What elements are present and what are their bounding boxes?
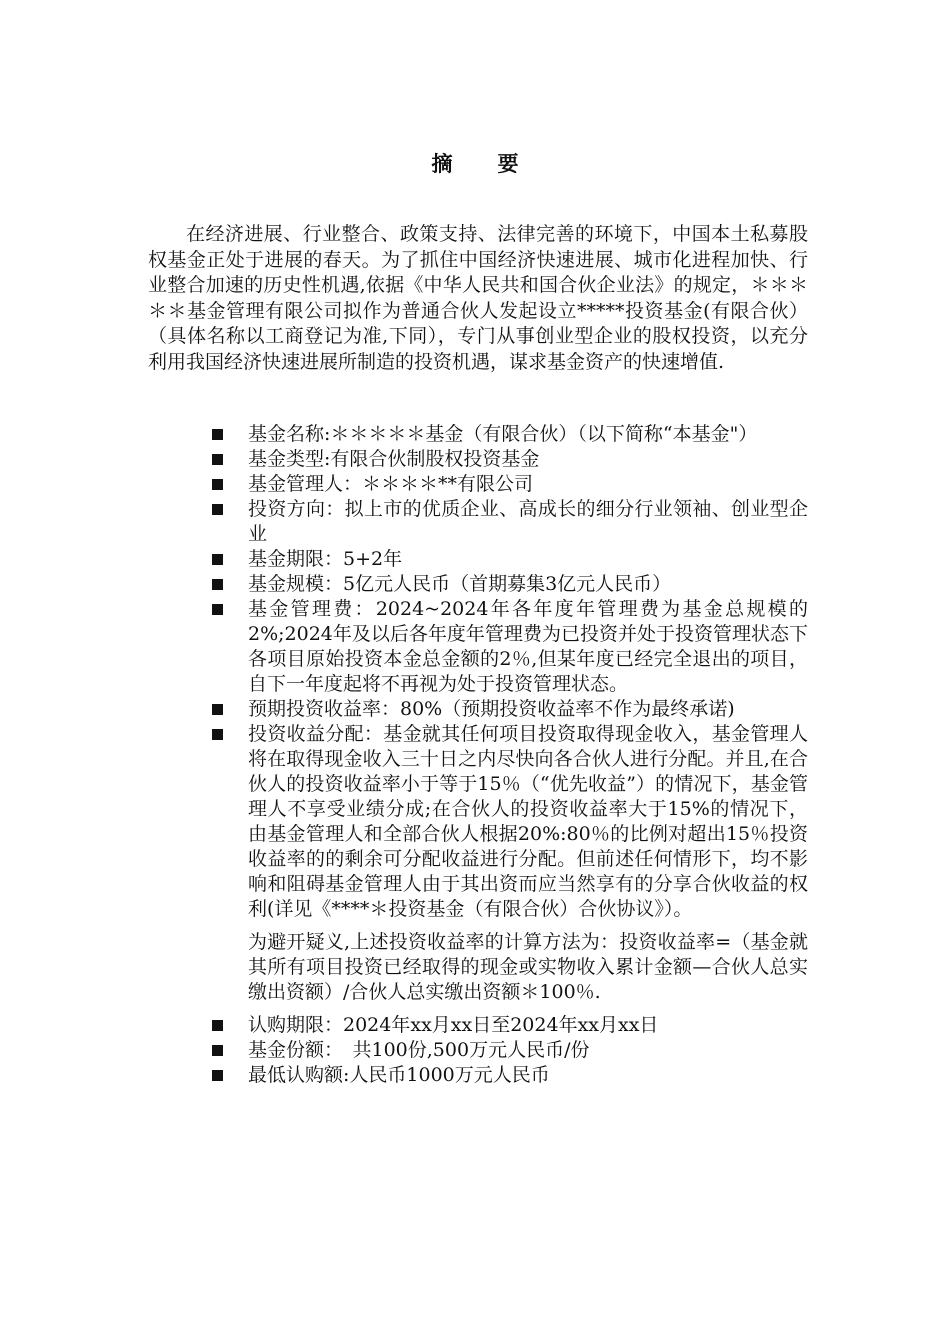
list-item-text: 基金类型:有限合伙制股权投资基金 <box>248 448 540 470</box>
square-bullet-icon <box>212 479 223 490</box>
square-bullet-icon <box>212 729 223 740</box>
square-bullet-icon <box>212 1020 223 1031</box>
list-item-text: 基金期限：5+2年 <box>248 548 403 570</box>
list-item <box>212 597 808 697</box>
list-item-text: 认购期限：2024年xx月xx日至2024年xx月xx日 <box>248 1014 659 1036</box>
square-bullet-icon <box>212 1070 223 1081</box>
list-item-text: 最低认购额:人民币1000万元人民币 <box>248 1064 550 1086</box>
square-bullet-icon <box>212 604 223 615</box>
list-item-text: 基金份额： 共100份,500万元人民币/份 <box>248 1039 590 1061</box>
square-bullet-icon <box>212 454 223 465</box>
page-title: 摘 要 <box>431 151 538 176</box>
square-bullet-icon <box>212 579 223 590</box>
list-item <box>212 1038 808 1063</box>
list-item-text: 基金规模：5亿元人民币（首期募集3亿元人民币） <box>248 573 672 595</box>
list-item <box>212 1063 808 1088</box>
square-bullet-icon <box>212 1045 223 1056</box>
list-item <box>212 497 808 547</box>
list-item <box>212 547 808 572</box>
list-item-text: 基金管理费：2024~2024年各年度年管理费为基金总规模的2%;2024年及以后各年度年管理费为已投资并处于投资管理状态下各项目原始投资本金总金额的2％,但某年度已经完全退出的项目，自下一年度起将不再视为处于投资管理状态。 <box>248 598 808 695</box>
square-bullet-icon <box>212 429 223 440</box>
list-item <box>212 697 808 722</box>
list-item-text: 投资方向：拟上市的优质企业、高成长的细分行业领袖、创业型企业 <box>248 498 808 545</box>
square-bullet-icon <box>212 504 223 515</box>
fund-fact-list <box>212 422 808 1088</box>
list-item-text: 投资收益分配：基金就其任何项目投资取得现金收入，基金管理人将在取得现金收入三十日之内尽快向各合伙人进行分配。并且,在合伙人的投资收益率小于等于15％（“优先收益”）的情况下，基金管理人不享受业绩分成;在合伙人的投资收益率大于15%的情况下，由基金管理人和全部合伙人根据20%:80％的比例对超出15％投资收益率的的剩余可分配收益进行分配。但前述任何情形下，均不影响和阻碍基金管理人由于其出资而应当然享有的分享合伙收益的权利(详见《****＊投资基金（有限合伙）合伙协议》）。 <box>248 723 808 920</box>
list-item <box>212 572 808 597</box>
list-item-text: 基金管理人：＊＊＊＊**有限公司 <box>248 473 534 495</box>
calculation-note: 为避开疑义,上述投资收益率的计算方法为：投资收益率=（基金就其所有项目投资已经取得的现金或实物收入累计金额—合伙人总实缴出资额）/合伙人总实缴出资额＊100％. <box>248 931 808 1003</box>
list-item <box>212 422 808 447</box>
square-bullet-icon <box>212 704 223 715</box>
list-item <box>212 722 808 922</box>
list-item <box>212 447 808 472</box>
list-item <box>212 472 808 497</box>
intro-paragraph: 在经济进展、行业整合、政策支持、法律完善的环境下，中国本土私募股权基金正处于进展的春天。为了抓住中国经济快速进展、城市化进程加快、行业整合加速的历史性机遇,依据《中华人民共和国合伙企业法》的规定，＊＊＊＊＊基金管理有限公司拟作为普通合伙人发起设立*****投资基金(有限合伙）（具体名称以工商登记为准,下同），专门从事创业型企业的股权投资，以充分利用我国经济快速进展所制造的投资机遇，谋求基金资产的快速增值. <box>148 223 808 373</box>
list-item-text: 预期投资收益率：80%（预期投资收益率不作为最终承诺) <box>248 698 735 720</box>
square-bullet-icon <box>212 554 223 565</box>
list-item-text: 基金名称:＊＊＊＊＊基金（有限合伙）（以下简称“本基金"） <box>248 423 758 445</box>
list-item <box>212 1013 808 1038</box>
